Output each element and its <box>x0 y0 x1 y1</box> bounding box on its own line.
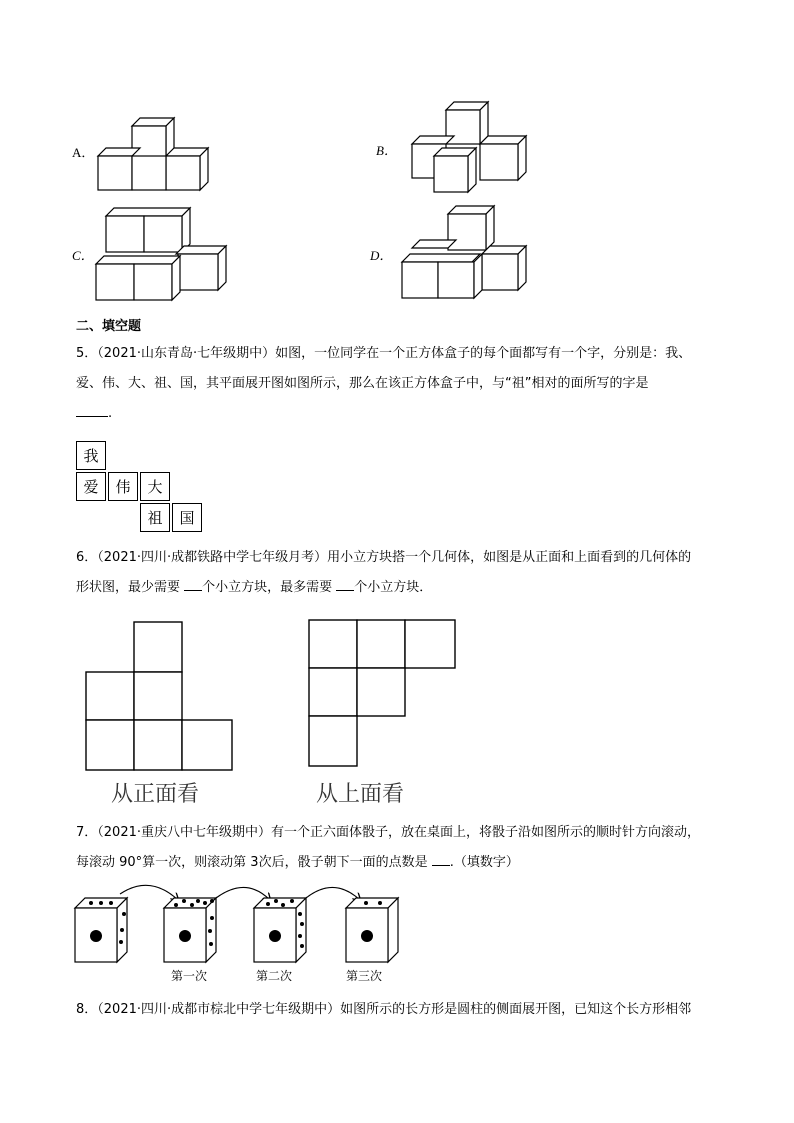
die-second-roll <box>254 898 306 962</box>
q5-line3-tail: . <box>108 406 113 421</box>
q5-line2: 爱、伟、大、祖、国，其平面展开图如图所示，那么在该正方体盒子中，与“祖”相对的面所写的字是 <box>76 376 649 391</box>
section-heading: 二、填空题 <box>76 319 142 334</box>
net-cell-wo: 我 <box>76 441 106 470</box>
q7-line2-b: .（填数字） <box>449 855 519 870</box>
net-cell-da: 大 <box>140 472 170 501</box>
q7-dice-figure <box>70 884 400 969</box>
q7-line2-a: 每滚动 90°算一次，则滚动第 3次后，骰子朝下一面的点数是 <box>76 855 432 870</box>
option-b-figure <box>406 98 536 196</box>
q8-line1: 8．（2021·四川·成都市棕北中学七年级期中）如图所示的长方形是圆柱的侧面展开图，已知这个长方形相邻 <box>76 1002 692 1017</box>
q5-answer-blank[interactable] <box>76 402 108 417</box>
net-cell-wei: 伟 <box>108 472 138 501</box>
q7-label-third: 第三次 <box>346 969 383 983</box>
option-a-figure <box>92 114 222 192</box>
q6-line2 <box>76 573 432 603</box>
q7-line2 <box>76 848 519 878</box>
option-b-label: B． <box>376 143 397 158</box>
net-cell-zu: 祖 <box>140 503 170 532</box>
option-d-label: D． <box>370 248 393 263</box>
q6-line2-a: 形状图，最少需要 <box>76 580 185 595</box>
die-initial <box>75 898 127 962</box>
q6-top-caption: 从上面看 <box>316 782 405 807</box>
net-cell-ai: 爱 <box>76 472 106 501</box>
option-c-figure <box>92 204 232 304</box>
q6-front-caption: 从正面看 <box>111 782 200 807</box>
die-first-roll <box>164 898 216 962</box>
q7-line1: 7．（2021·重庆八中七年级期中）有一个正六面体骰子，放在桌面上，将骰子沿如图所示的顺时针方向滚动， <box>76 825 700 840</box>
q6-top-view <box>307 618 459 770</box>
q7-label-second: 第二次 <box>256 969 293 983</box>
q5-line1: 5．（2021·山东青岛·七年级期中）如图，一位同学在一个正方体盒子的每个面都写有一个字，分别是：我、 <box>76 346 692 361</box>
q6-line1: 6．（2021·四川·成都铁路中学七年级月考）用小立方块搭一个几何体，如图是从正面和上面看到的几何体的 <box>76 550 692 565</box>
option-a-label: A． <box>72 145 95 160</box>
q6-line2-c: 个小立方块． <box>354 580 433 595</box>
q6-min-blank[interactable] <box>184 576 202 591</box>
net-cell-guo: 国 <box>172 503 202 532</box>
q7-label-first: 第一次 <box>171 969 208 983</box>
q6-front-view <box>84 620 236 772</box>
q6-line2-b: 个小立方块，最多需要 <box>202 580 337 595</box>
q5-line3 <box>76 399 112 429</box>
q6-max-blank[interactable] <box>336 576 354 591</box>
option-c-label: C． <box>72 248 94 263</box>
q7-answer-blank[interactable] <box>432 851 450 866</box>
die-third-roll <box>346 898 398 962</box>
option-d-figure <box>398 202 538 302</box>
